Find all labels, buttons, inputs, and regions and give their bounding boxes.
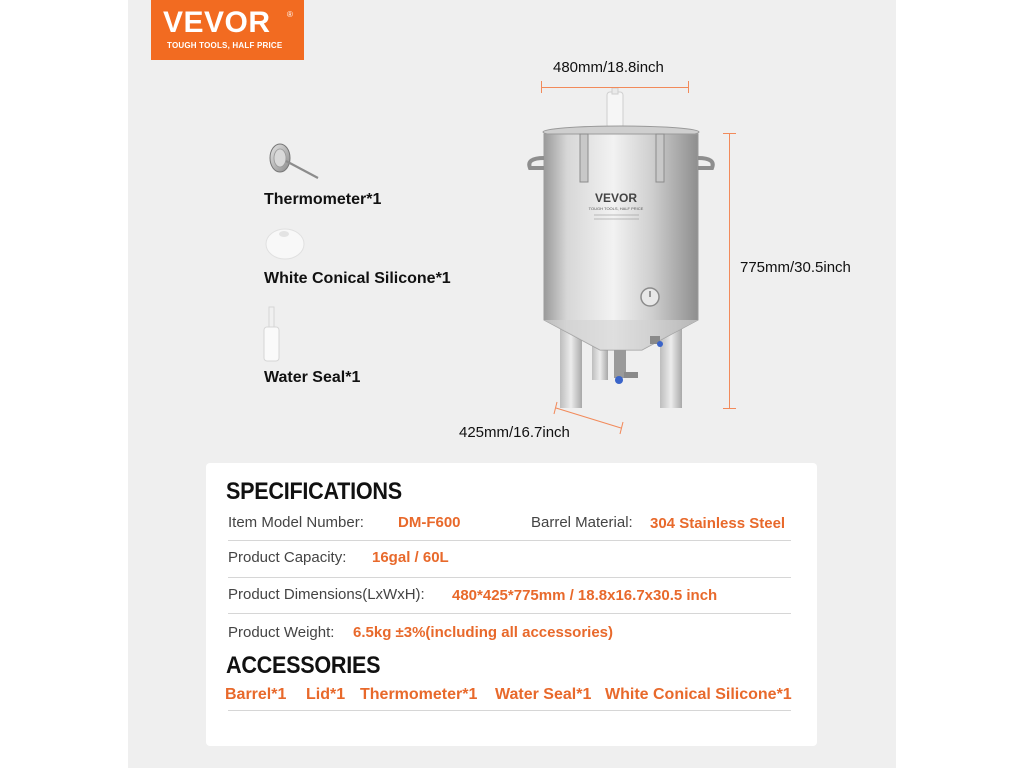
accessory-item: Lid*1 bbox=[306, 686, 346, 703]
silicone-label: White Conical Silicone*1 bbox=[264, 270, 451, 287]
width-dimension-label: 480mm/18.8inch bbox=[553, 59, 664, 76]
thermometer-icon bbox=[266, 140, 320, 182]
divider bbox=[228, 577, 791, 578]
logo-tagline: TOUGH TOOLS, HALF PRICE bbox=[167, 41, 283, 50]
barrel-material-value: 304 Stainless Steel bbox=[650, 515, 786, 532]
silicone-plug-icon bbox=[264, 224, 306, 260]
dimensions-value: 480*425*775mm / 18.8x16.7x30.5 inch bbox=[452, 587, 718, 604]
thermometer-label: Thermometer*1 bbox=[264, 191, 382, 208]
height-dimension-label: 775mm/30.5inch bbox=[740, 259, 851, 276]
vevor-logo bbox=[151, 0, 304, 60]
capacity-value: 16gal / 60L bbox=[372, 549, 449, 566]
accessory-item: Barrel*1 bbox=[225, 686, 287, 703]
capacity-label: Product Capacity: bbox=[228, 549, 347, 566]
height-dimension-line bbox=[729, 133, 730, 409]
accessories-heading: ACCESSORIES bbox=[226, 652, 381, 679]
accessory-item: White Conical Silicone*1 bbox=[605, 686, 792, 703]
dimensions-label: Product Dimensions(LxWxH): bbox=[228, 586, 425, 603]
divider bbox=[228, 540, 791, 541]
divider bbox=[228, 613, 791, 614]
airlock-icon bbox=[260, 305, 284, 367]
barrel-material-label: Barrel Material: bbox=[531, 514, 633, 531]
barrel-brand-print: VEVOR bbox=[594, 191, 638, 205]
model-number-value: DM-F600 bbox=[398, 514, 461, 531]
depth-dimension-label: 425mm/16.7inch bbox=[459, 424, 570, 441]
weight-value: 6.5kg ±3%(including all accessories) bbox=[353, 624, 614, 641]
model-number-label: Item Model Number: bbox=[228, 514, 364, 531]
specifications-heading: SPECIFICATIONS bbox=[226, 478, 402, 505]
weight-label: Product Weight: bbox=[228, 624, 335, 641]
barrel-tagline-print: TOUGH TOOLS, HALF PRICE bbox=[588, 206, 644, 211]
divider bbox=[228, 710, 791, 711]
water-seal-label: Water Seal*1 bbox=[264, 369, 361, 386]
product-image-canvas bbox=[128, 0, 896, 768]
accessory-item: Water Seal*1 bbox=[495, 686, 592, 703]
logo-registered-mark: ® bbox=[287, 10, 293, 19]
logo-brand: VEVOR bbox=[163, 6, 271, 39]
accessory-item: Thermometer*1 bbox=[360, 686, 478, 703]
fermenter-barrel-image bbox=[524, 88, 718, 410]
